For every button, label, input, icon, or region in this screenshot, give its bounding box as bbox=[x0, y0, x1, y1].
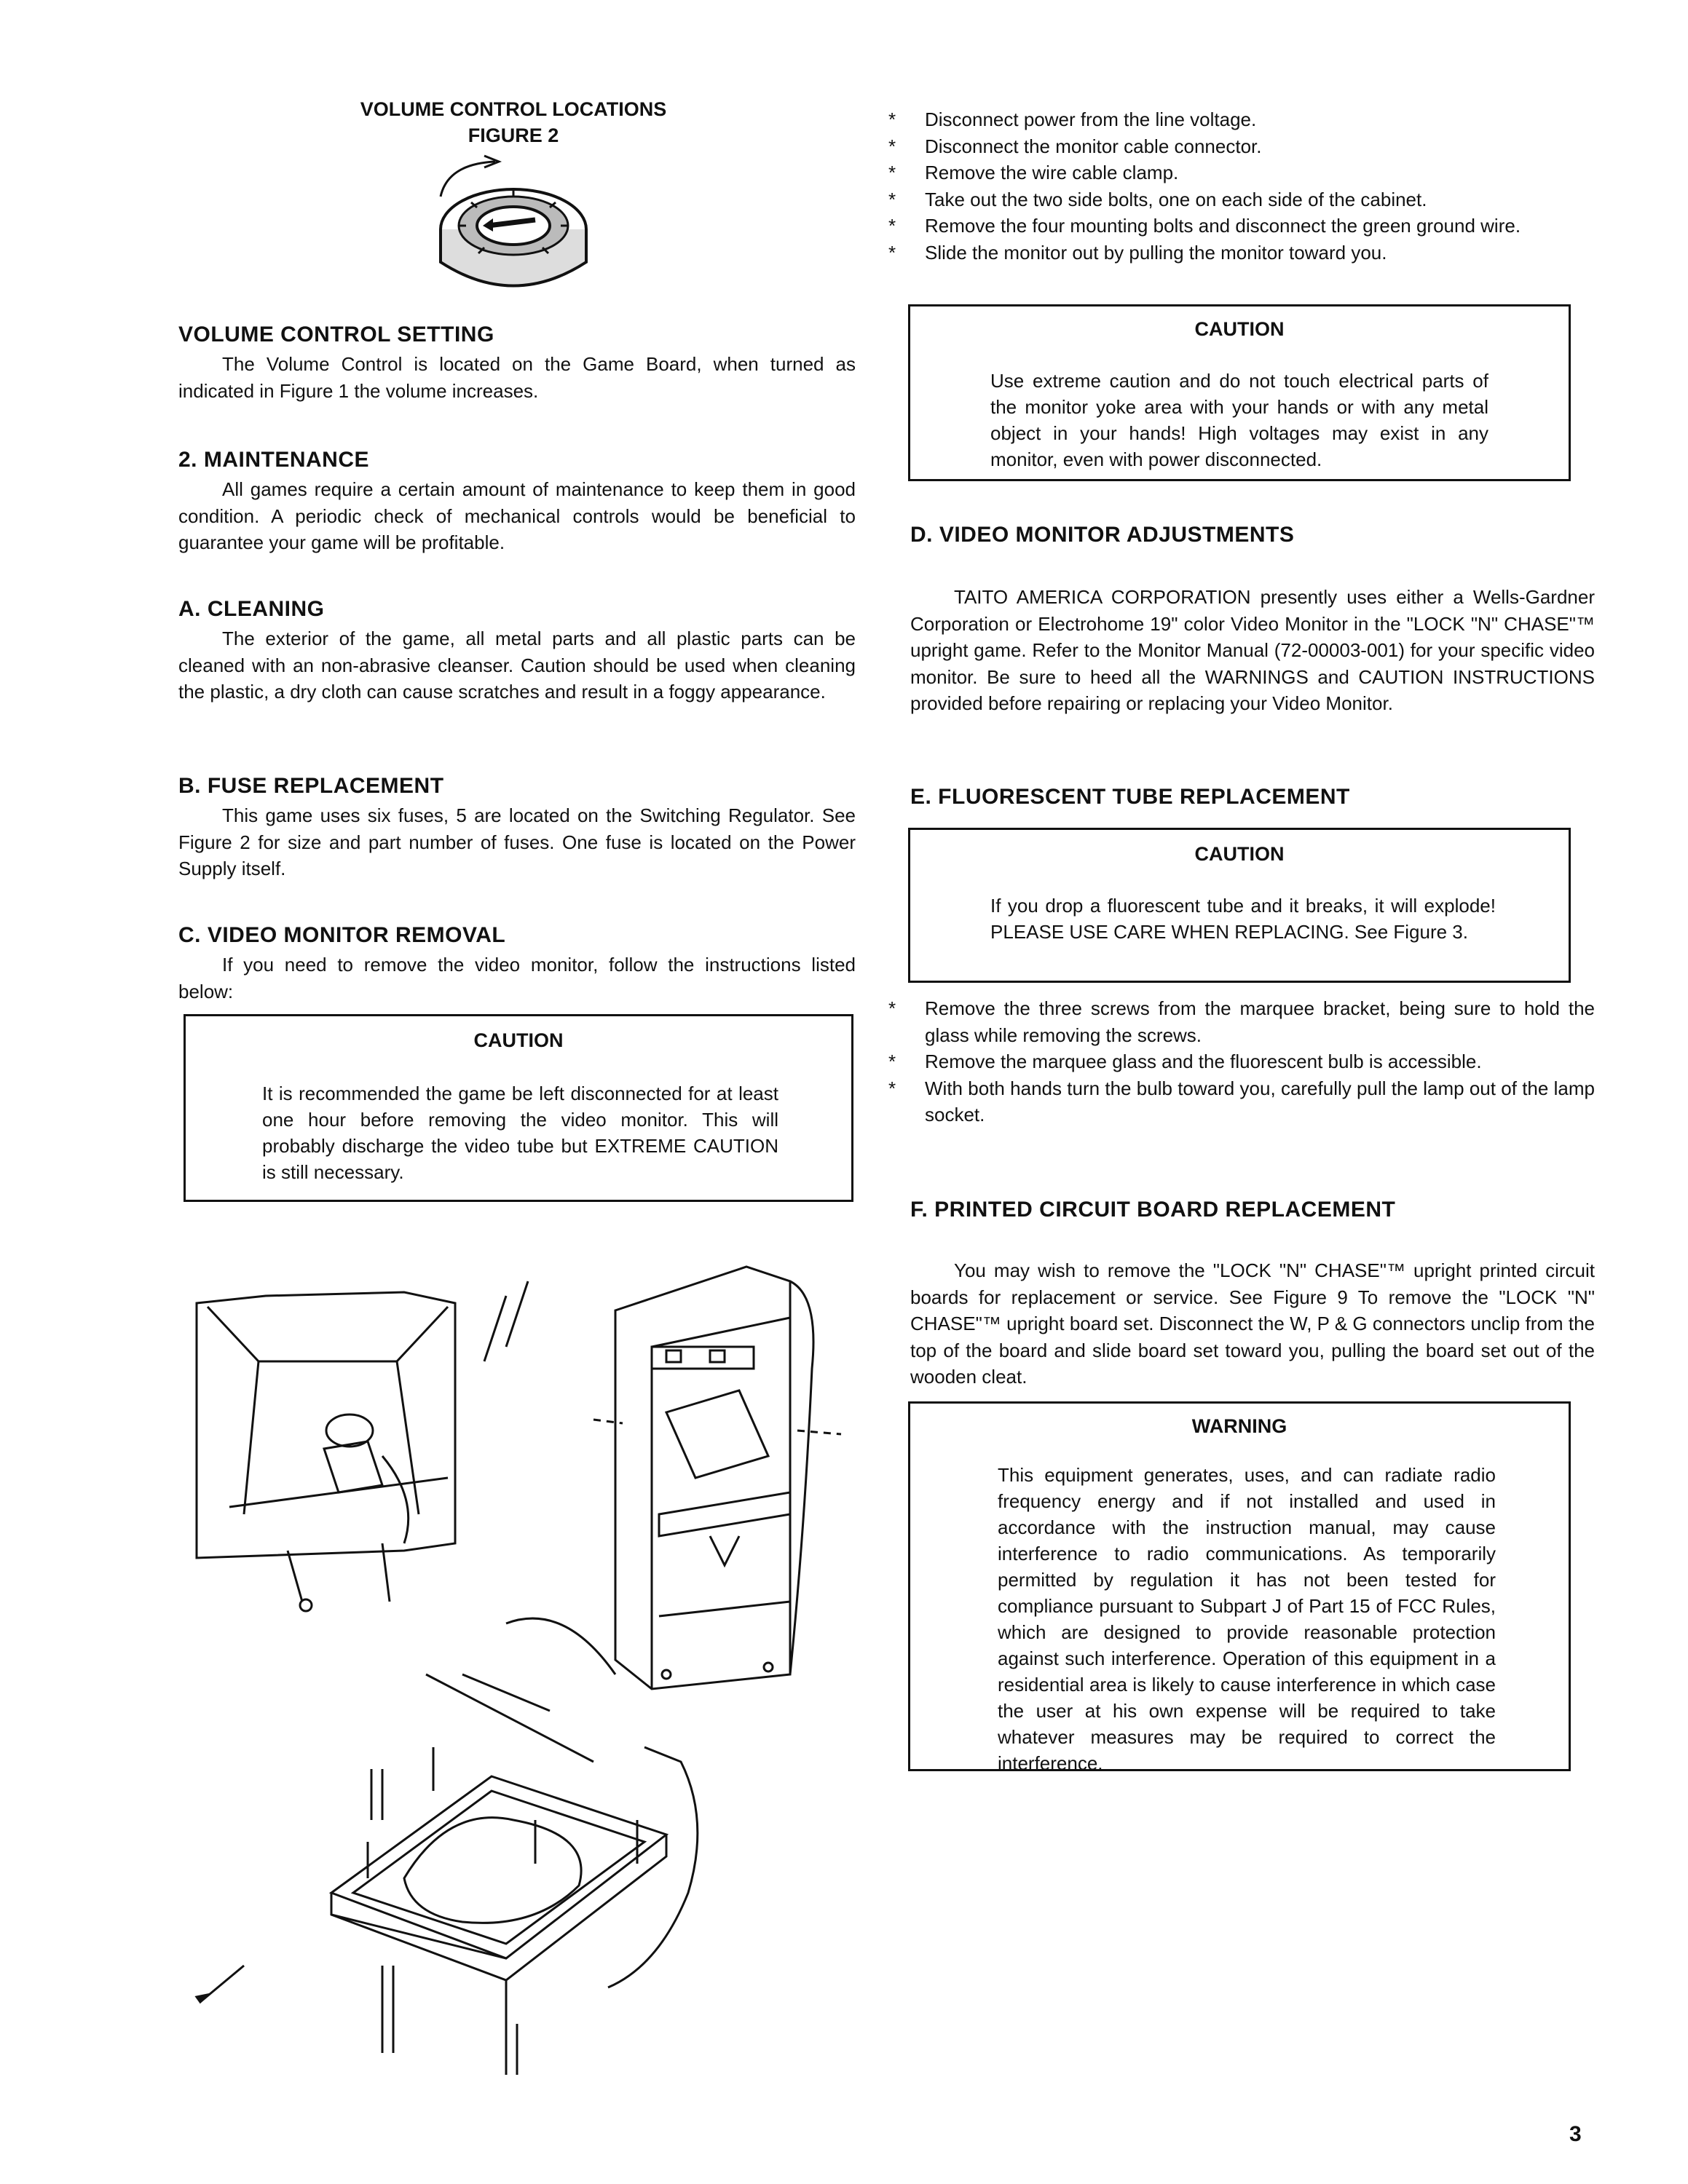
caution-box-monitor-text: Use extreme caution and do not touch electrical parts of the monitor yoke area with your hands or with any metal object in your hands! High voltages may exist in any monitor, even with power disconnected. bbox=[990, 370, 1488, 470]
caution-box-tube-text: If you drop a fluorescent tube and it breaks, it will explode! PLEASE USE CARE WHEN REPLACING. See Figure 3. bbox=[990, 895, 1496, 943]
cleaning-text: The exterior of the game, all metal parts and all plastic parts can be cleaned with an non-abrasive cleanser. Caution should be used when cleaning the plastic, a dry cloth can cause scratches and result in a foggy appearance. bbox=[178, 628, 856, 703]
caution-box-left bbox=[184, 1014, 853, 1202]
tube-steps-list bbox=[837, 995, 1595, 1128]
fluorescent-heading: E. FLUORESCENT TUBE REPLACEMENT bbox=[910, 785, 1350, 809]
figure-number: FIGURE 2 bbox=[468, 124, 559, 146]
caution-box-monitor-title: CAUTION bbox=[1194, 318, 1285, 340]
list-item: * With both hands turn the bulb toward you, carefully pull the lamp out of the lamp socket. bbox=[888, 1077, 1595, 1125]
caution-box-monitor bbox=[908, 304, 1571, 481]
caution-box-left-title: CAUTION bbox=[473, 1029, 564, 1051]
figure-title: VOLUME CONTROL LOCATIONS bbox=[360, 98, 667, 120]
caution-box-left-text: It is recommended the game be left disconnected for at least one hour before removing the video monitor. This will probably discharge the video tube but EXTREME CAUTION is still necessary. bbox=[262, 1083, 778, 1183]
pcb-text: You may wish to remove the "LOCK "N" CHASE"™ upright printed circuit boards for replacement or service. See Figure 9 To remove the "LOCK "N" CHASE"™ upright board set. Disconnect the W, P & G connectors unclip from the top of the board and slide board set toward you, pulling the board set out of the wooden cleat. bbox=[910, 1259, 1595, 1388]
warning-box-text: This equipment generates, uses, and can radiate radio frequency energy and if not installed and used in accordance with the instruction manual, may cause interference to radio communications. As temporarily permitted by regulation it has not been tested for compliance pursuant to Subpart J of Part 15 of FCC Rules, which are designed to provide reasonable protection against such interference. Operation of this equipment in a residential area is likely to cause interference in which case the user at his own expense will be required to take whatever measures may be required to correct the interference. bbox=[998, 1464, 1496, 1774]
caution-box-tube bbox=[908, 828, 1571, 983]
volume-setting-text: The Volume Control is located on the Game Board, when turned as indicated in Figure 1 the volume increases. bbox=[178, 353, 856, 402]
list-item: * Remove the four mounting bolts and disconnect the green ground wire. bbox=[888, 215, 1521, 237]
maintenance-heading: 2. MAINTENANCE bbox=[178, 448, 370, 472]
list-item: * Disconnect power from the line voltage. bbox=[888, 108, 1257, 130]
list-item: * Remove the wire cable clamp. bbox=[888, 162, 1179, 183]
pcb-heading: F. PRINTED CIRCUIT BOARD REPLACEMENT bbox=[910, 1198, 1396, 1222]
removal-steps-list bbox=[837, 106, 1595, 266]
fuse-text: This game uses six fuses, 5 are located on the Switching Regulator. See Figure 2 for size and part number of fuses. One fuse is located on the Power Supply itself. bbox=[178, 804, 856, 879]
list-item: * Remove the marquee glass and the fluorescent bulb is accessible. bbox=[888, 1051, 1482, 1072]
video-adjust-text: TAITO AMERICA CORPORATION presently uses either a Wells-Gardner Corporation or Electrohome 19" color Video Monitor in the "LOCK "N" CHASE"™ upright game. Refer to the Monitor Manual (72-00003-001) for your specific video monitor. Be sure to heed all the WARNINGS and CAUTION INSTRUCTIONS provided before repairing or replacing your Video Monitor. bbox=[910, 586, 1595, 714]
list-item: * Slide the monitor out by pulling the monitor toward you. bbox=[888, 241, 1387, 264]
page-number: 3 bbox=[1569, 2122, 1582, 2146]
monitor-removal-illustration bbox=[186, 1238, 863, 2082]
video-adjust-heading: D. VIDEO MONITOR ADJUSTMENTS bbox=[910, 523, 1295, 547]
cleaning-heading: A. CLEANING bbox=[178, 597, 325, 621]
fuse-heading: B. FUSE REPLACEMENT bbox=[178, 774, 444, 798]
list-item: * Disconnect the monitor cable connector. bbox=[888, 135, 1262, 157]
list-item: * Remove the three screws from the marquee bracket, being sure to hold the glass while removing the screws. bbox=[888, 997, 1595, 1046]
list-item: * Take out the two side bolts, one on each side of the cabinet. bbox=[888, 188, 1427, 210]
volume-setting-heading: VOLUME CONTROL SETTING bbox=[178, 323, 494, 347]
monitor-removal-text: If you need to remove the video monitor, follow the instructions listed below: bbox=[178, 954, 856, 1002]
caution-box-tube-title: CAUTION bbox=[1194, 843, 1285, 865]
warning-box bbox=[908, 1401, 1571, 1774]
maintenance-text: All games require a certain amount of maintenance to keep them in good condition. A periodic check of mechanical controls would be beneficial to guarantee your game will be profitable. bbox=[178, 478, 856, 553]
volume-knob-illustration bbox=[426, 153, 601, 309]
monitor-removal-heading: C. VIDEO MONITOR REMOVAL bbox=[178, 923, 506, 947]
warning-box-title: WARNING bbox=[1191, 1415, 1287, 1437]
